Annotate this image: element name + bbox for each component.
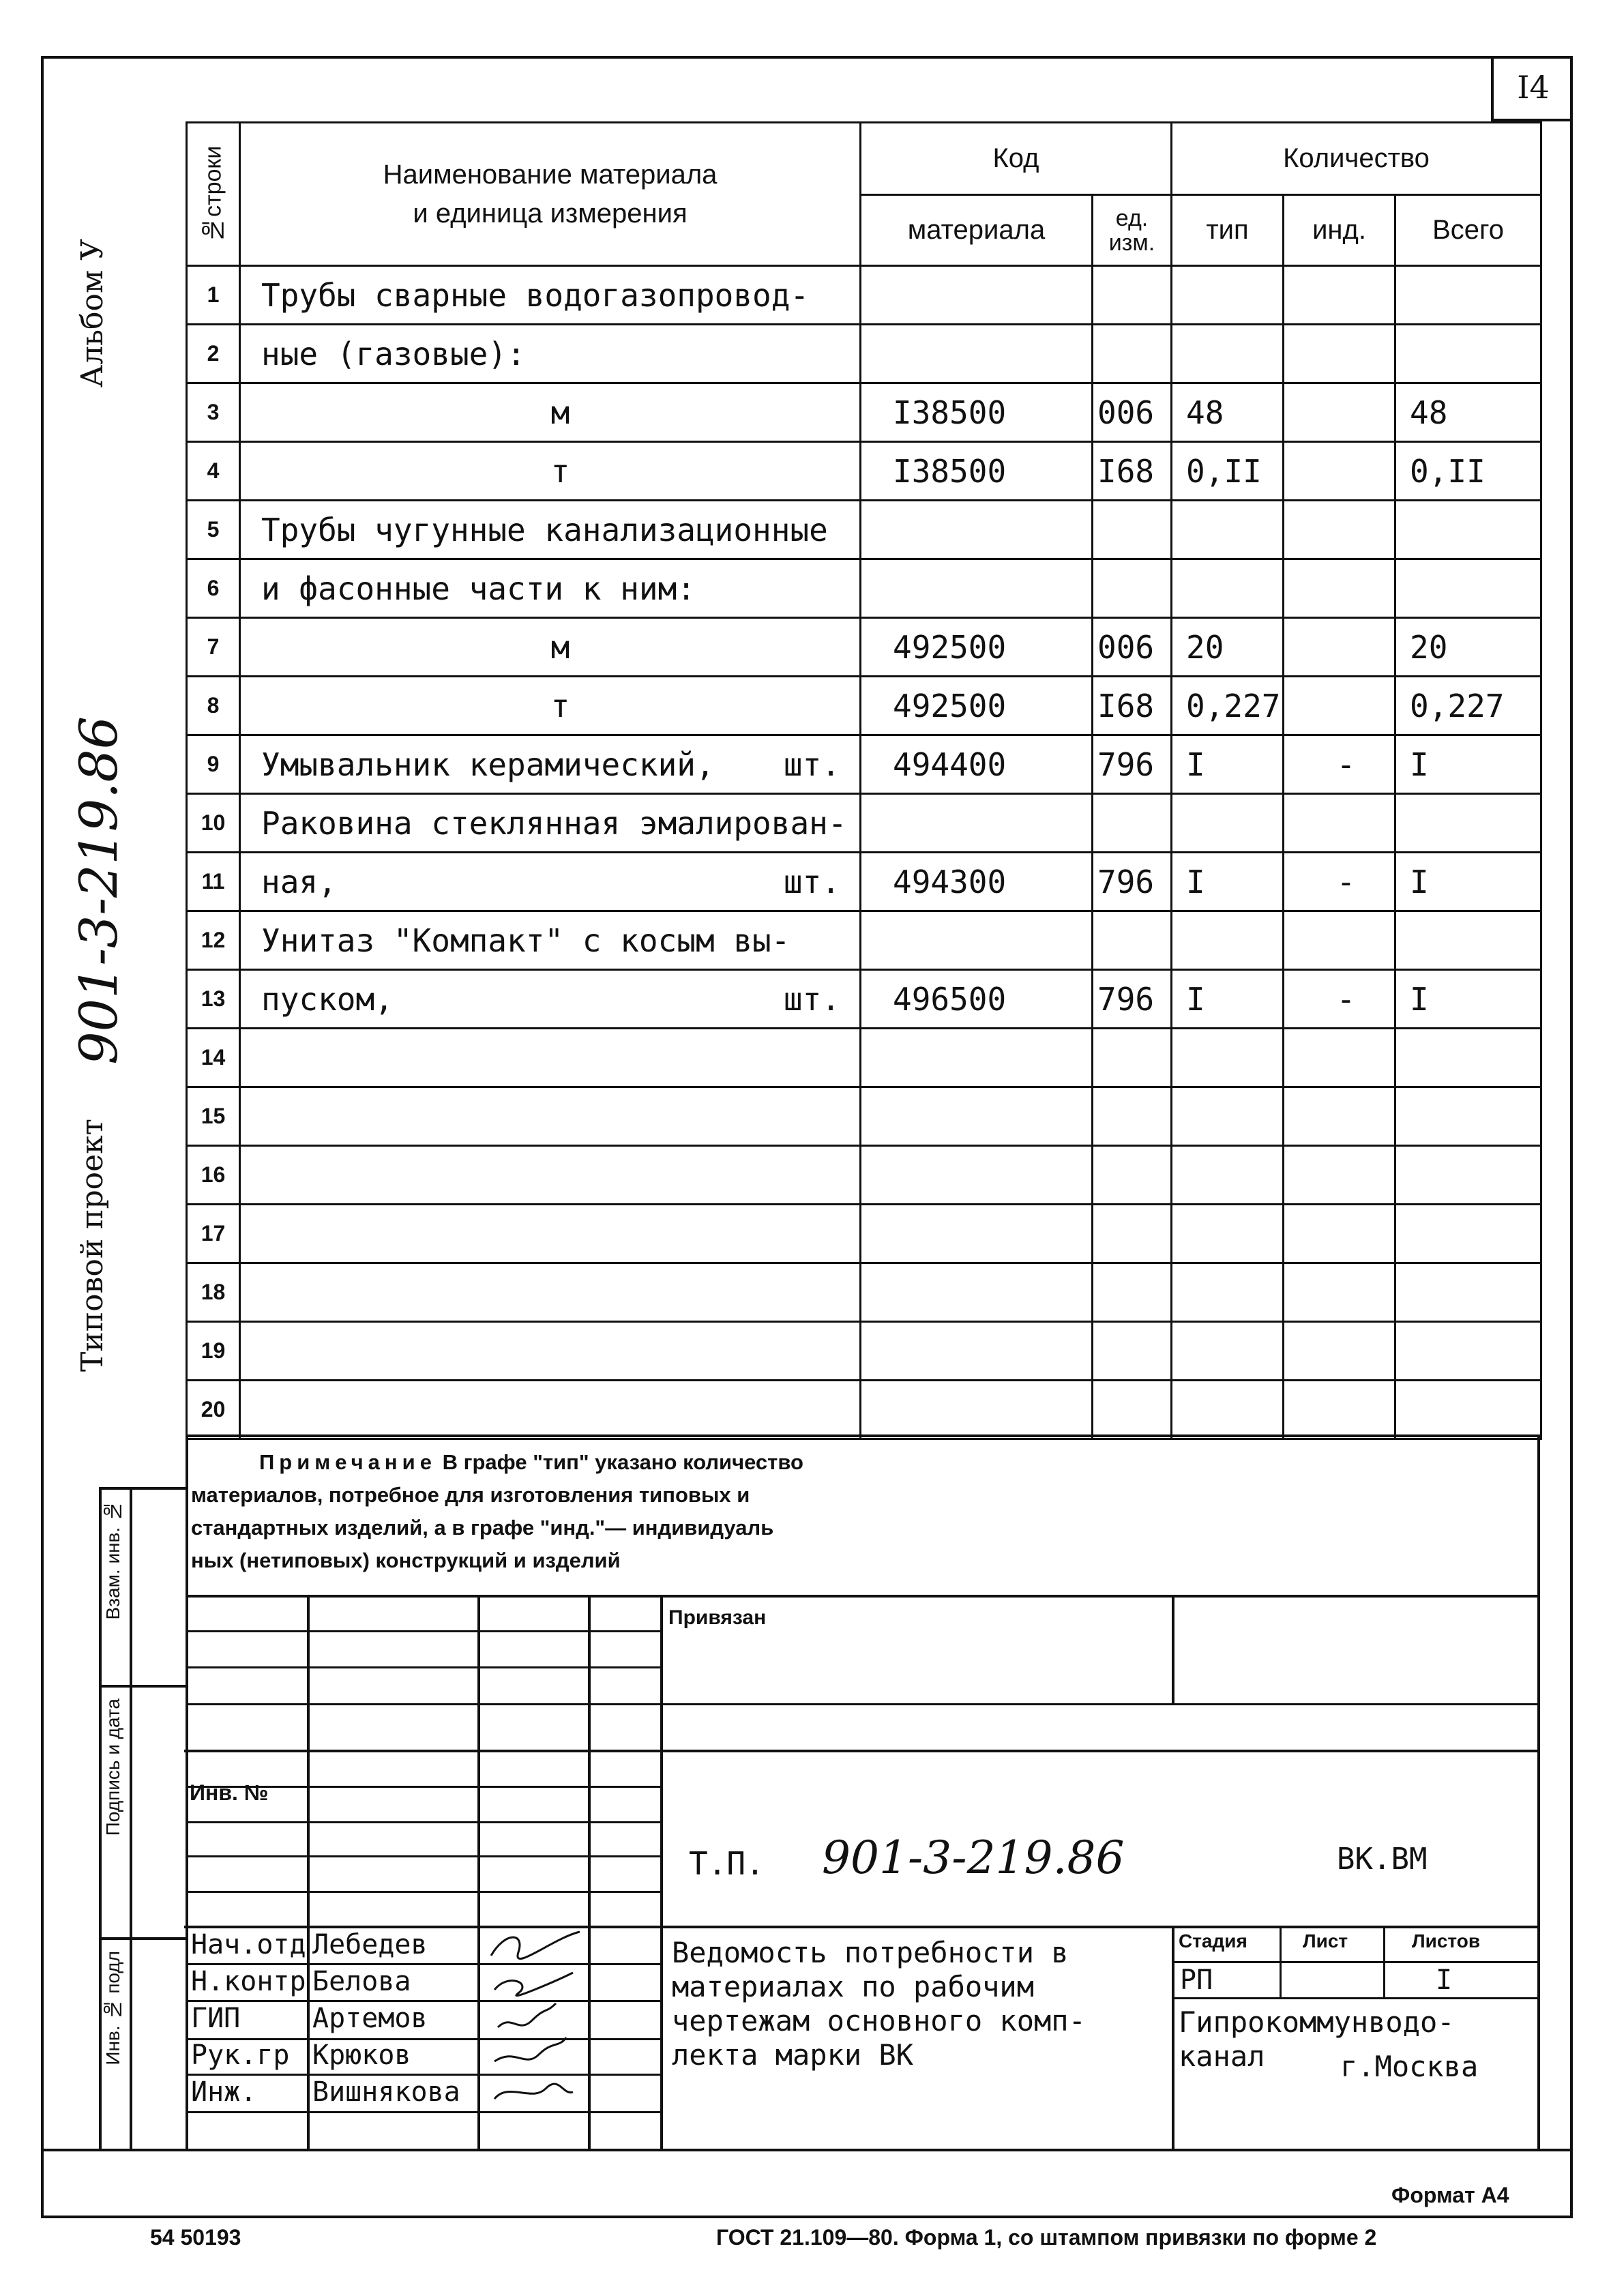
qty-total: I [1395, 853, 1541, 911]
stamp-line [186, 1666, 663, 1668]
role-person: Крюков [312, 2040, 411, 2071]
table-row [187, 677, 1541, 735]
row-number: 8 [187, 677, 240, 735]
note-line1: В графе "тип" указано количество [442, 1450, 803, 1474]
qty-total: 0,II [1395, 442, 1541, 501]
qty-type [1172, 501, 1284, 559]
signatures-image [477, 1925, 593, 2150]
row-number: 18 [187, 1263, 240, 1322]
material-name-text: пуском, [261, 980, 394, 1018]
stamp-signature-date: Подпись и дата [102, 1698, 123, 1836]
qty-ind [1284, 383, 1395, 442]
doc-title-line4: лекта марки ВК [672, 2038, 914, 2072]
material-name [240, 325, 861, 383]
note-block [191, 1446, 1009, 1577]
header-total: Всего [1395, 195, 1541, 266]
row-number: 2 [187, 325, 240, 383]
doc-title-line2: материалах по рабочим [672, 1970, 1035, 2003]
material-code [861, 1205, 1093, 1263]
qty-type [1172, 325, 1284, 383]
unit-code: 006 [1093, 383, 1172, 442]
unit-code [1093, 1146, 1172, 1205]
material-unit-text: шт. [783, 746, 840, 783]
stamp-line [1537, 1434, 1540, 2150]
header-quantity: Количество [1172, 123, 1541, 195]
row-number: 14 [187, 1029, 240, 1087]
unit-code [1093, 325, 1172, 383]
stamp-line [186, 1703, 1540, 1705]
row-number: 5 [187, 501, 240, 559]
material-unit-text: шт. [783, 980, 840, 1018]
qty-type [1172, 1029, 1284, 1087]
material-code [861, 1146, 1093, 1205]
qty-total [1395, 1205, 1541, 1263]
table-row [187, 1146, 1541, 1205]
header-name [240, 123, 861, 266]
qty-type [1172, 559, 1284, 618]
qty-ind: - [1284, 970, 1395, 1029]
material-code [861, 501, 1093, 559]
unit-code [1093, 501, 1172, 559]
qty-total: 0,227 [1395, 677, 1541, 735]
qty-type: I [1172, 735, 1284, 794]
material-name [240, 1322, 861, 1381]
album-label: Альбом У [75, 239, 110, 388]
qty-ind [1284, 442, 1395, 501]
stamp-divider [99, 1937, 188, 1940]
doc-id: 54 50193 [150, 2225, 241, 2250]
table-row [187, 442, 1541, 501]
note-title: Примечание [259, 1450, 437, 1474]
sheets-value: I [1436, 1964, 1453, 1996]
qty-ind [1284, 501, 1395, 559]
header-row-no: №строки [187, 123, 240, 266]
stamp-line [186, 1821, 663, 1823]
table-row [187, 501, 1541, 559]
material-name [240, 618, 861, 677]
stamp-line [186, 1434, 188, 2151]
qty-ind [1284, 794, 1395, 853]
org-line2: канал [1179, 2040, 1265, 2073]
qty-ind [1284, 1146, 1395, 1205]
table-row [187, 1205, 1541, 1263]
role-person: Артемов [312, 2003, 428, 2034]
material-name [240, 1146, 861, 1205]
stamp-original-inv: Инв. № подл [102, 1951, 123, 2065]
qty-type [1172, 266, 1284, 325]
qty-type [1172, 794, 1284, 853]
qty-ind [1284, 266, 1395, 325]
qty-type: 48 [1172, 383, 1284, 442]
stamp-line [1172, 1961, 1540, 1963]
mark-code: ВК.ВМ [1337, 1842, 1428, 1876]
material-code [861, 325, 1093, 383]
qty-ind [1284, 325, 1395, 383]
material-name-text: Раковина стеклянная эмалирован- [261, 804, 847, 842]
table-row [187, 266, 1541, 325]
material-code [861, 1322, 1093, 1381]
doc-title-line3: чертежам основного комп- [672, 2004, 1086, 2037]
stage-value: РП [1180, 1964, 1213, 1996]
material-name-text: и фасонные части к ним: [261, 570, 696, 607]
material-name [240, 559, 861, 618]
material-name-text: т [550, 687, 570, 724]
stamp-line [660, 1596, 663, 2150]
stamp-line [307, 1596, 310, 2150]
stamp-line [186, 1595, 1540, 1598]
qty-type: 0,227 [1172, 677, 1284, 735]
material-code [861, 1029, 1093, 1087]
header-ind: инд. [1284, 195, 1395, 266]
org-city: г.Москва [1340, 2050, 1479, 2083]
row-number: 6 [187, 559, 240, 618]
header-name-line2: и единица измерения [413, 198, 688, 229]
qty-ind: - [1284, 735, 1395, 794]
row-number: 11 [187, 853, 240, 911]
header-name-line1: Наименование материала [383, 159, 718, 190]
privyazan-label: Привязан [668, 1606, 767, 1629]
stamp-line [186, 1434, 1540, 1437]
project-number-side: 901-3-219.86 [68, 716, 129, 1065]
header-type: тип [1172, 195, 1284, 266]
gost-reference: ГОСТ 21.109—80. Форма 1, со штампом привязки по форме 2 [716, 2225, 1377, 2250]
qty-total [1395, 1146, 1541, 1205]
qty-ind [1284, 1087, 1395, 1146]
note-line4: ных (нетиповых) конструкций и изделий [191, 1548, 621, 1572]
table-row [187, 735, 1541, 794]
stamp-divider [99, 1487, 188, 1490]
material-code: I38500 [861, 442, 1093, 501]
stamp-line [1383, 1926, 1385, 1999]
stamp-line [184, 1926, 1540, 1928]
qty-type: I [1172, 853, 1284, 911]
unit-code [1093, 1087, 1172, 1146]
note-line3: стандартных изделий, а в графе "инд."— индивидуаль [191, 1516, 774, 1540]
material-code: 492500 [861, 677, 1093, 735]
sheet-label: Лист [1303, 1930, 1348, 1952]
qty-type: 0,II [1172, 442, 1284, 501]
row-number: 3 [187, 383, 240, 442]
material-name-text: м [550, 394, 570, 431]
material-name-text: т [550, 452, 570, 490]
qty-total [1395, 1087, 1541, 1146]
header-unit: ед. изм. [1093, 195, 1172, 266]
stamp-line [186, 1855, 663, 1857]
unit-code: 796 [1093, 853, 1172, 911]
material-code [861, 1263, 1093, 1322]
material-name-text: Трубы сварные водогазопровод- [261, 276, 810, 314]
material-name [240, 677, 861, 735]
material-name-text: ная, [261, 863, 337, 900]
row-number: 1 [187, 266, 240, 325]
materials-table [186, 121, 1542, 1440]
qty-total [1395, 1263, 1541, 1322]
stamp-column-border [130, 1487, 132, 2149]
stamp-line [1172, 1997, 1540, 1999]
material-code: 496500 [861, 970, 1093, 1029]
table-row [187, 853, 1541, 911]
qty-total: I [1395, 970, 1541, 1029]
qty-total [1395, 266, 1541, 325]
material-code [861, 911, 1093, 970]
qty-type [1172, 911, 1284, 970]
row-number: 7 [187, 618, 240, 677]
material-code [861, 1381, 1093, 1439]
stamp-line [184, 1750, 1540, 1752]
sheets-label: Листов [1412, 1930, 1481, 1952]
unit-code [1093, 266, 1172, 325]
material-name [240, 853, 861, 911]
row-number: 10 [187, 794, 240, 853]
table-row [187, 970, 1541, 1029]
table-row [187, 559, 1541, 618]
table-row [187, 794, 1541, 853]
unit-code [1093, 1029, 1172, 1087]
inv-no-label: Инв. № [190, 1780, 269, 1805]
row-number: 15 [187, 1087, 240, 1146]
unit-code [1093, 1381, 1172, 1439]
unit-code [1093, 559, 1172, 618]
material-name [240, 1029, 861, 1087]
material-code: I38500 [861, 383, 1093, 442]
qty-total [1395, 325, 1541, 383]
table-row [187, 911, 1541, 970]
table-row [187, 1029, 1541, 1087]
unit-code [1093, 794, 1172, 853]
role-title: ГИП [191, 2003, 241, 2034]
material-name [240, 1263, 861, 1322]
project-label-side: Типовой проект [75, 1119, 110, 1372]
qty-type: 20 [1172, 618, 1284, 677]
role-person: Вишнякова [312, 2076, 460, 2108]
material-name [240, 911, 861, 970]
doc-title [672, 1936, 1086, 2072]
format-label: Формат А4 [1391, 2183, 1509, 2207]
qty-total: 20 [1395, 618, 1541, 677]
qty-ind: - [1284, 853, 1395, 911]
material-name [240, 794, 861, 853]
table-row [187, 383, 1541, 442]
table-row [187, 1322, 1541, 1381]
unit-code: I68 [1093, 442, 1172, 501]
qty-ind [1284, 618, 1395, 677]
material-name [240, 501, 861, 559]
material-name [240, 266, 861, 325]
qty-type [1172, 1381, 1284, 1439]
qty-total [1395, 1381, 1541, 1439]
material-code: 494300 [861, 853, 1093, 911]
unit-code [1093, 1322, 1172, 1381]
material-name [240, 442, 861, 501]
stamp-divider [99, 1685, 188, 1688]
material-unit-text: шт. [783, 863, 840, 900]
material-code: 494400 [861, 735, 1093, 794]
qty-total [1395, 501, 1541, 559]
qty-ind [1284, 1381, 1395, 1439]
role-title: Инж. [191, 2076, 257, 2108]
unit-code [1093, 1205, 1172, 1263]
qty-type [1172, 1087, 1284, 1146]
stamp-line [1172, 1596, 1174, 1705]
header-material: материала [861, 195, 1093, 266]
stamp-line [1280, 1926, 1282, 1999]
row-number: 9 [187, 735, 240, 794]
row-number: 17 [187, 1205, 240, 1263]
header-code: Код [861, 123, 1172, 195]
qty-ind [1284, 911, 1395, 970]
stamp-line [186, 1630, 663, 1632]
qty-type [1172, 1205, 1284, 1263]
note-line2: материалов, потребное для изготовления типовых и [191, 1483, 750, 1507]
tp-label: Т.П. [689, 1845, 765, 1882]
tp-number: 901-3-219.86 [822, 1831, 1125, 1884]
qty-ind [1284, 1029, 1395, 1087]
stamp-line [1172, 1926, 1174, 2150]
material-name-text: Трубы чугунные канализационные [261, 511, 828, 548]
stamp-replace-inv: Взам. инв. № [102, 1501, 123, 1620]
unit-code: 796 [1093, 970, 1172, 1029]
qty-total [1395, 559, 1541, 618]
qty-total: 48 [1395, 383, 1541, 442]
row-number: 4 [187, 442, 240, 501]
unit-code: 006 [1093, 618, 1172, 677]
qty-type: I [1172, 970, 1284, 1029]
stamp-column-border [99, 1487, 102, 2149]
stage-label: Стадия [1179, 1930, 1247, 1952]
qty-total [1395, 794, 1541, 853]
material-name [240, 970, 861, 1029]
material-name-text: Унитаз "Компакт" с косым вы- [261, 922, 790, 959]
material-name [240, 1381, 861, 1439]
material-name [240, 1087, 861, 1146]
stamp-line [186, 1891, 663, 1893]
role-title: Рук.гр [191, 2040, 290, 2071]
org-line1: Гипрокоммунводо- [1179, 2005, 1455, 2039]
qty-ind [1284, 1322, 1395, 1381]
material-code [861, 1087, 1093, 1146]
material-name-text: Умывальник керамический, [261, 746, 715, 783]
role-person: Лебедев [312, 1929, 428, 1960]
table-row [187, 1263, 1541, 1322]
role-person: Белова [312, 1966, 411, 1997]
unit-code [1093, 911, 1172, 970]
doc-title-line1: Ведомость потребности в [672, 1936, 1069, 1969]
table-row [187, 1087, 1541, 1146]
unit-code [1093, 1263, 1172, 1322]
material-name-text: м [550, 628, 570, 666]
row-number: 19 [187, 1322, 240, 1381]
row-number: 20 [187, 1381, 240, 1439]
qty-total [1395, 1322, 1541, 1381]
row-number: 12 [187, 911, 240, 970]
material-name-text: ные (газовые): [261, 335, 526, 372]
material-code: 492500 [861, 618, 1093, 677]
qty-type [1172, 1263, 1284, 1322]
table-row [187, 618, 1541, 677]
material-code [861, 794, 1093, 853]
qty-ind [1284, 1205, 1395, 1263]
qty-ind [1284, 559, 1395, 618]
unit-code: I68 [1093, 677, 1172, 735]
qty-type [1172, 1322, 1284, 1381]
material-name [240, 383, 861, 442]
role-title: Нач.отд [191, 1929, 306, 1960]
qty-total: I [1395, 735, 1541, 794]
material-code [861, 266, 1093, 325]
role-title: Н.контр [191, 1966, 306, 1997]
table-row [187, 325, 1541, 383]
qty-type [1172, 1146, 1284, 1205]
unit-code: 796 [1093, 735, 1172, 794]
qty-total [1395, 911, 1541, 970]
material-name [240, 735, 861, 794]
row-number: 16 [187, 1146, 240, 1205]
material-code [861, 559, 1093, 618]
material-name [240, 1205, 861, 1263]
row-number: 13 [187, 970, 240, 1029]
qty-total [1395, 1029, 1541, 1087]
stamp-line [41, 2149, 1573, 2151]
qty-ind [1284, 677, 1395, 735]
table-row [187, 1381, 1541, 1439]
page-number: I4 [1491, 56, 1573, 121]
qty-ind [1284, 1263, 1395, 1322]
